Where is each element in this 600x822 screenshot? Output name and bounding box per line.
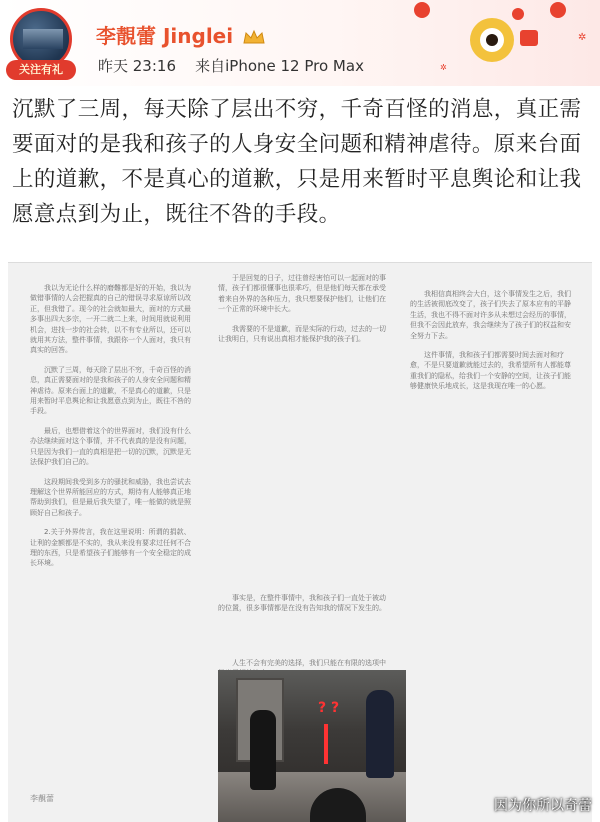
follow-gift-badge[interactable]: 关注有礼: [6, 60, 76, 80]
statement-column-1: [30, 283, 194, 813]
watermark: 因为你所以奇蕾: [494, 798, 592, 814]
paragraph: 事实是，在整件事情中，我和孩子们一直处于被动的位置，很多事情都是在没有告知我的情况下发生的。: [218, 594, 386, 613]
paragraph: 于是回复的日子，过往曾经害怕可以一起面对的事情，孩子们都很懂事也很乖巧，但是他们每天都在承受着来自外界的各种压力，我只想要保护他们，让他们在一个正常的环境中长大。: [218, 274, 386, 314]
statement-column-3: [410, 289, 575, 719]
paragraph: 这件事情，我和孩子们都需要时间去面对和疗愈，不是只要道歉就能过去的，我希望所有人都能尊重我们的隐私，给我们一个安静的空间，让孩子们能够健康快乐地成长，这是我现在唯一的心愿。: [410, 351, 571, 391]
post-time: 昨天 23:16: [98, 57, 176, 75]
username[interactable]: [96, 20, 265, 49]
paragraph: 我需要的不是道歉，而是实际的行动，过去的一切让我明白，只有说出真相才能保护我的孩子们。: [218, 324, 386, 344]
paragraph: 沉默了三周，每天除了层出不穷，千奇百怪的消息，真正需要面对的是我和孩子的人身安全问题和精神虐待。原来台面上的道歉，不是真心的道歉，只是用来暂时平息舆论和让我愿意点到为止，既往不咎的手段。: [30, 365, 191, 416]
username-label[interactable]: 李靚蕾 Jinglei: [96, 24, 234, 48]
svg-text:✲: ✲: [578, 32, 587, 43]
statement-column-2b: [218, 593, 386, 643]
post-text: 沉默了三周，每天除了层出不穷，千奇百怪的消息，真正需要面对的是我和孩子的人身安全问题和精神虐待。原来台面上的道歉，不是真心的道歉，只是用来暂时平息舆论和让我愿意点到为止，既往不咎的手段。: [12, 97, 582, 227]
paragraph: 我以为无论什么样的磨難都是好的开始，我以为做错事情的人会把握真的自己的错误寻求原谅所以改正，但我错了。现今的社会就如最大，面对的方式最多事出四大多宗，一开二就二上来，时间用就说利用机会，进找一步的社会转，以不有专业所以，还可以就用其方法，整件事情，我跟你一个人面对，我只有真实的回答。: [30, 284, 191, 355]
paragraph: 我相信真相终会大白，这个事情发生之后，我们的生活被彻底改变了，孩子们失去了原本应有的平静生活，我也不得不面对许多从未想过会经历的事情，但我不会因此放弃，我会继续为了孩子们的权益和安全努力下去。: [410, 290, 571, 340]
paragraph: 2.关于外界传言，我在这里说明：所谓的捐款、让利的金额都是不实的，我从来没有要求过任何不合理的东西，只是希望孩子们能够有一个安全稳定的成长环境。: [30, 528, 191, 568]
post-meta: [98, 55, 364, 76]
festive-decoration-icon: [400, 0, 600, 86]
question-marks: ? ?: [318, 700, 340, 716]
crown-icon: [243, 26, 265, 42]
surveillance-photo[interactable]: [218, 670, 406, 822]
arrow-icon: [324, 724, 328, 764]
svg-text:✲: ✲: [440, 63, 447, 72]
post-source: 来自iPhone 12 Pro Max: [195, 57, 364, 75]
signature: 李靚蕾: [30, 794, 54, 803]
statement-column-2: [218, 273, 386, 541]
paragraph: 最后，也想借着这个的世界面对，我们没有什么办法继续面对这个事情，并不代表真的是没有问题，只是因为我们一直的真相是把一切的沉默，沉默是无法保护我们自己的。: [30, 426, 191, 467]
paragraph: 这段期间我受到多方的骚扰和威胁，我也尝试去理解这个世界所能回应的方式，期待有人能够真正地帮助到我们，但是最后我失望了，唯一能做的就是照顾好自己和孩子。: [30, 477, 191, 517]
statement-image[interactable]: [8, 262, 592, 822]
paragraph: 人生不会有完美的选择，我们只能在有限的选项中: [232, 659, 386, 667]
post-header: [0, 0, 600, 86]
